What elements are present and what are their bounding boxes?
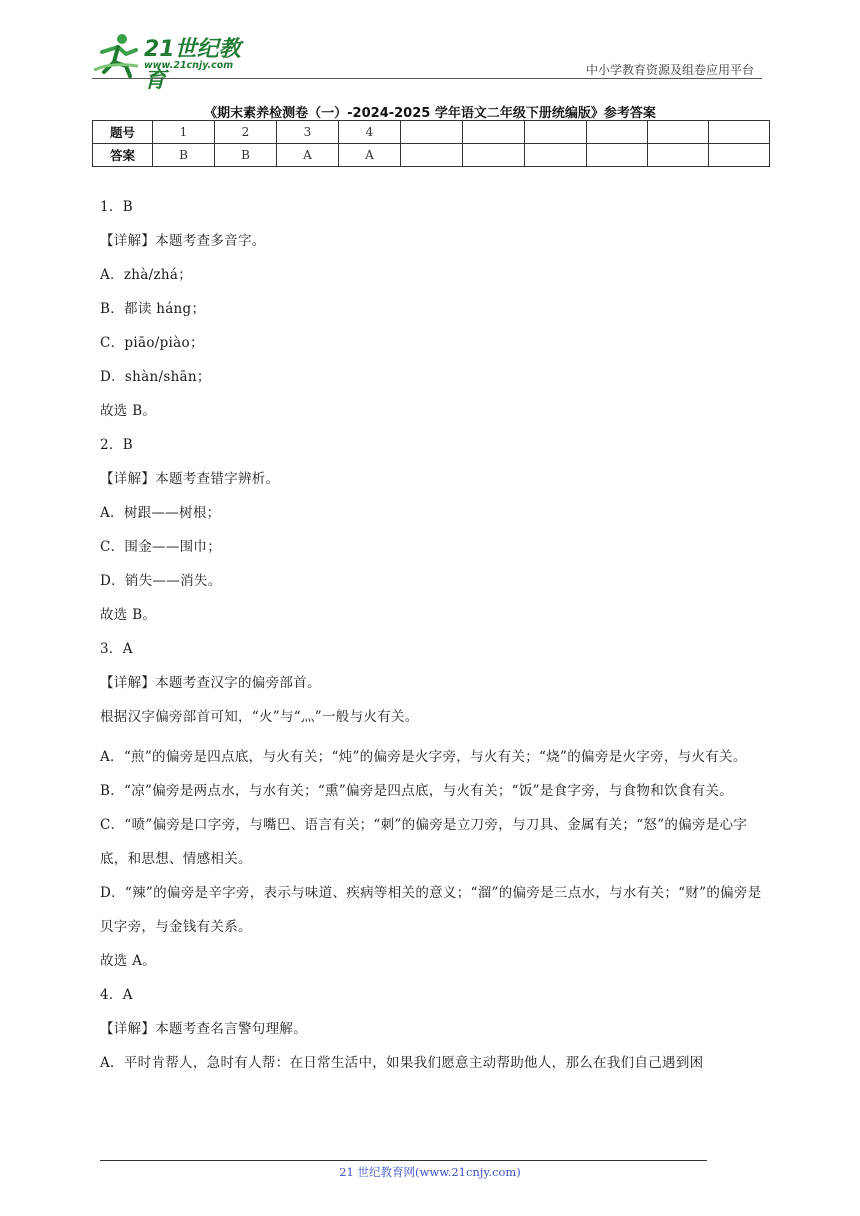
question-number: 4．A xyxy=(100,987,133,1003)
table-cell xyxy=(463,121,525,144)
table-cell: 4 xyxy=(339,121,401,144)
row-header-answer: 答案 xyxy=(93,144,153,167)
option-line: D．shàn/shān； xyxy=(100,369,211,385)
table-cell: B xyxy=(153,144,215,167)
option-line: C．“喷”偏旁是口字旁，与嘴巴、语言有关；“刺”的偏旁是立刀旁，与刀具、金属有关；“怒”的偏旁是心字底，和思想、情感相关。 xyxy=(100,817,748,867)
table-cell xyxy=(587,121,648,144)
explanation-heading: 【详解】本题考查汉字的偏旁部首。 xyxy=(100,675,321,691)
option-line: B．“凉”偏旁是两点水，与水有关；“熏”偏旁是四点底，与火有关；“饭”是食字旁，与食物和饮食有关。 xyxy=(100,783,734,799)
table-row-numbers xyxy=(93,121,770,144)
table-cell xyxy=(709,144,770,167)
header-divider xyxy=(92,78,762,79)
table-cell: 3 xyxy=(277,121,339,144)
conclusion-line: 故选 A。 xyxy=(100,953,157,969)
table-cell xyxy=(525,144,587,167)
option-line: B．都读 háng； xyxy=(100,301,206,317)
answer-table xyxy=(92,120,770,167)
explanation-text: 根据汉字偏旁部首可知，“火”与“灬”一般与火有关。 xyxy=(100,709,419,725)
logo-url: www.21cnjy.com xyxy=(144,60,234,71)
explanation-heading: 【详解】本题考查多音字。 xyxy=(100,233,266,249)
conclusion-line: 故选 B。 xyxy=(100,403,157,419)
table-cell xyxy=(401,121,463,144)
explanation-heading: 【详解】本题考查名言警句理解。 xyxy=(100,1021,307,1037)
table-cell xyxy=(648,121,709,144)
option-line: C．围金——围巾； xyxy=(100,539,222,555)
option-line: C．piāo/piào； xyxy=(100,335,204,351)
table-cell xyxy=(587,144,648,167)
document-title: 《期末素养检测卷（一）-2024-2025 学年语文二年级下册统编版》参考答案 xyxy=(204,106,656,121)
table-cell xyxy=(709,121,770,144)
conclusion-line: 故选 B。 xyxy=(100,607,157,623)
table-cell: 1 xyxy=(153,121,215,144)
row-header-number: 题号 xyxy=(93,121,153,144)
footer-divider xyxy=(100,1160,707,1161)
option-line: D．销失——消失。 xyxy=(100,573,222,589)
logo-text: 21世纪教育 xyxy=(144,37,241,93)
platform-name: 中小学教育资源及组卷应用平台 xyxy=(585,63,754,77)
option-line: A．“煎”的偏旁是四点底，与火有关；“炖”的偏旁是火字旁，与火有关；“烧”的偏旁是火字旁，与火有关。 xyxy=(100,749,747,765)
explanation-heading: 【详解】本题考查错字辨析。 xyxy=(100,471,280,487)
option-line: A．树跟——树根； xyxy=(100,505,221,521)
table-cell: B xyxy=(215,144,277,167)
table-cell: 2 xyxy=(215,121,277,144)
table-cell: A xyxy=(339,144,401,167)
answer-explanations xyxy=(100,196,765,1086)
option-line: A．平时肯帮人，急时有人帮：在日常生活中，如果我们愿意主动帮助他人，那么在我们自己遇到困 xyxy=(100,1055,704,1071)
page-header xyxy=(0,0,860,93)
question-number: 1．B xyxy=(100,199,133,215)
option-line: A．zhà/zhá； xyxy=(100,267,193,283)
table-cell xyxy=(401,144,463,167)
table-cell xyxy=(648,144,709,167)
table-cell: A xyxy=(277,144,339,167)
logo xyxy=(92,32,262,93)
footer-text: 21 世纪教育网(www.21cnjy.com) xyxy=(339,1165,521,1179)
question-number: 3．A xyxy=(100,641,133,657)
table-row-answers xyxy=(93,144,770,167)
table-cell xyxy=(525,121,587,144)
question-number: 2．B xyxy=(100,437,133,453)
table-cell xyxy=(463,144,525,167)
option-line: D．“辣”的偏旁是辛字旁，表示与味道、疾病等相关的意义；“溜”的偏旁是三点水，与水有关；“财”的偏旁是贝字旁，与金钱有关系。 xyxy=(100,885,762,935)
